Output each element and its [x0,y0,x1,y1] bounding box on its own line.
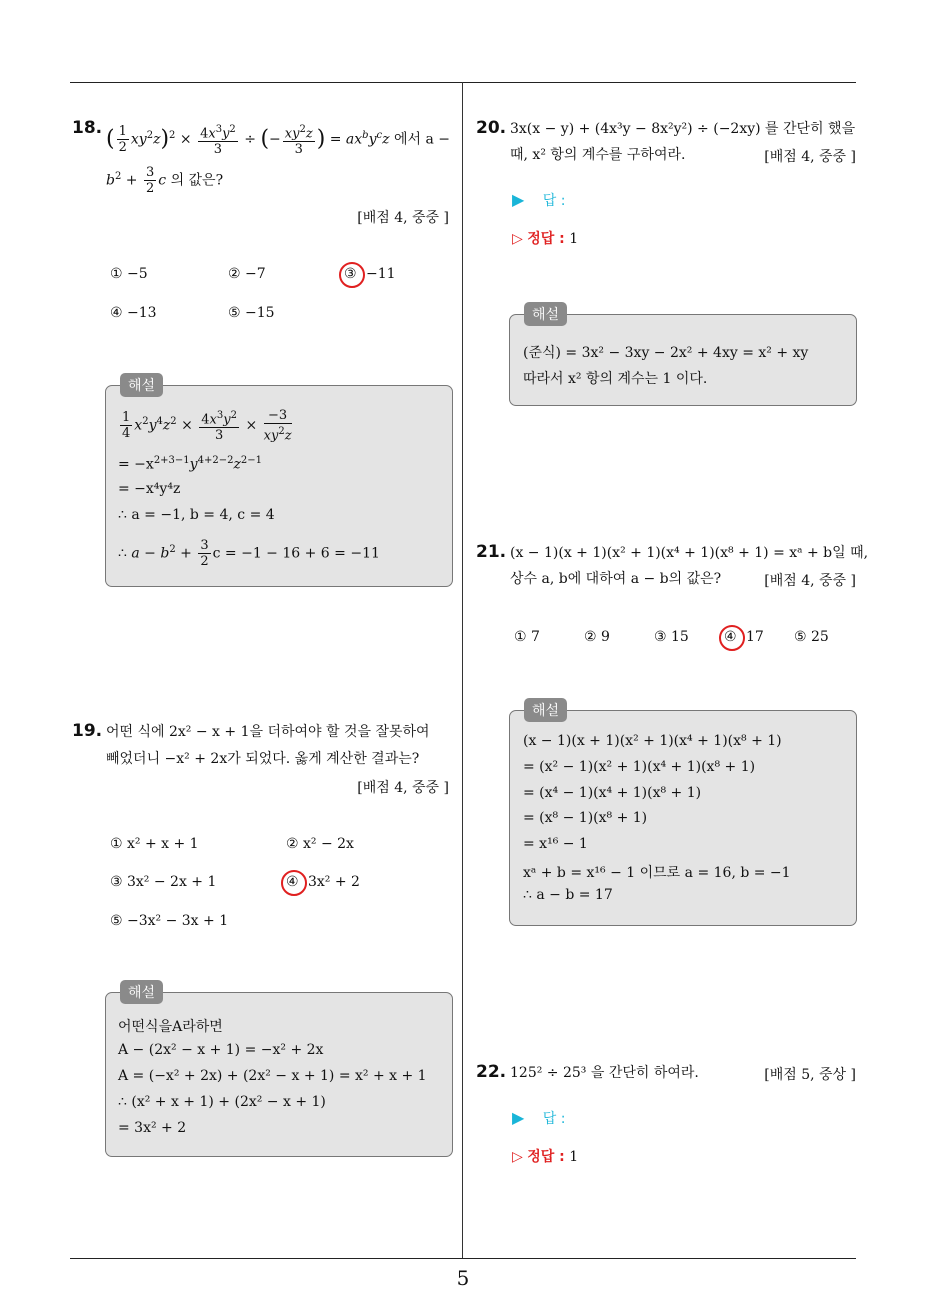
choice-2[interactable]: ② 9 [584,629,610,645]
solution-line: = $-x^{2+3-1}y^{4+2-2}z^{2-1}$ [118,455,262,473]
column-separator [462,82,463,1258]
solution-line: = −x⁴y⁴z [118,481,181,497]
solution-line: = (x² − 1)(x² + 1)(x⁴ + 1)(x⁸ + 1) [523,759,756,775]
question-text: (x − 1)(x + 1)(x² + 1)(x⁴ + 1)(x⁸ + 1) = xᵃ + b일 때, [510,545,869,561]
solution-line: = (x⁸ − 1)(x⁸ + 1) [523,810,648,826]
solution-line: A = (−x² + 2x) + (2x² − x + 1) = x² + x + 1 [118,1068,427,1084]
correct-answer-row [512,1146,578,1166]
choice-4[interactable]: ④ −13 [110,305,157,321]
solution-line: ∴ a = −1, b = 4, c = 4 [118,507,275,523]
choice-3[interactable]: ③ 15 [654,629,689,645]
solution-line: ∴ a − b = 17 [523,887,613,903]
score-label: [배점 5, 중상 ] [764,1067,856,1083]
question-text: 125² ÷ 25³ 을 간단히 하여라. [510,1065,699,1081]
question-number: 20. [476,118,507,138]
question-text: 에서 a − [393,131,450,148]
choice-3-value: −11 [366,266,396,282]
question-text: 상수 a, b에 대하여 a − b의 값은? [510,571,722,587]
choice-4-marker[interactable]: ④ [724,629,737,645]
answer-row [512,1108,565,1128]
bottom-rule [70,1258,856,1259]
score-label: [배점 4, 중중 ] [357,780,449,796]
solution-tag: 해설 [524,302,567,326]
solution-line: $\frac{1}{4}$ $x^2y^4z^2$ × $\frac{4x^3y^2}{3}$ × $\frac{-3}{xy^2z}$ [122,408,292,444]
page-number: 5 [456,1266,470,1290]
choice-2[interactable]: ② x² − 2x [286,836,354,852]
choice-2[interactable]: ② −7 [228,266,266,282]
question-text: 어떤 식에 2x² − x + 1을 더하여야 할 것을 잘못하여 [106,724,430,740]
solution-line: 어떤식을A라하면 [118,1019,223,1035]
question-number: 21. [476,542,507,562]
choice-4-value: 3x² + 2 [308,874,360,890]
top-rule [70,82,856,83]
score-label: [배점 4, 중중 ] [764,149,856,165]
solution-line: = (x⁴ − 1)(x⁴ + 1)(x⁸ + 1) [523,785,702,801]
question-expression-2: $b^2$ + $\frac{3}{2}$ c 의 값은? [106,165,224,197]
score-label: [배점 4, 중중 ] [357,210,449,226]
correct-value: 1 [569,1149,579,1165]
solution-tag: 해설 [524,698,567,722]
solution-tag: 해설 [120,373,163,397]
solution-line: ∴ $a - b^2$ + $\frac{3}{2}$ c = −1 − 16 + 6 = −11 [118,538,380,569]
choice-5[interactable]: ⑤ 25 [794,629,829,645]
solution-line: ∴ (x² + x + 1) + (2x² − x + 1) [118,1094,326,1110]
solution-line: A − (2x² − x + 1) = −x² + 2x [118,1042,324,1058]
choice-1[interactable]: ① 7 [514,629,540,645]
choice-5[interactable]: ⑤ −3x² − 3x + 1 [110,913,229,929]
question-text: 의 값은? [170,172,224,189]
play-triangle-icon: ▶ [512,1108,525,1127]
solution-line: xᵃ + b = x¹⁶ − 1 이므로 a = 16, b = −1 [523,865,791,881]
question-expression: ( $\frac{1}{2}$ $xy^2z)^2$ × $\frac{4x^3y^2}{3}$ ÷ (− $\frac{xy^2z}{3}$ ) = $ax^by^cz$ 에서 a − [106,124,450,158]
correct-label: 정답 : [527,1149,565,1165]
solution-tag: 해설 [120,980,163,1004]
answer-label: 답 : [542,1111,566,1127]
score-label: [배점 4, 중중 ] [764,573,856,589]
solution-line: = x¹⁶ − 1 [523,836,588,852]
answer-row [512,190,565,210]
question-number: 18. [72,118,103,138]
choice-4-marker[interactable]: ④ [286,874,299,890]
solution-line: = 3x² + 2 [118,1120,187,1136]
question-text: 3x(x − y) + (4x³y − 8x²y²) ÷ (−2xy) 를 간단히 했을 [510,121,856,137]
answer-label: 답 : [542,193,566,209]
correct-value: 1 [569,231,579,247]
correct-label: 정답 : [527,231,565,247]
choice-4-value: 17 [746,629,764,645]
solution-line: 따라서 x² 항의 계수는 1 이다. [523,371,708,387]
outline-triangle-icon: ▷ [512,231,523,247]
question-number: 22. [476,1062,507,1082]
choice-1[interactable]: ① −5 [110,266,148,282]
choice-1[interactable]: ① x² + x + 1 [110,836,199,852]
solution-line: (x − 1)(x + 1)(x² + 1)(x⁴ + 1)(x⁸ + 1) [523,733,782,749]
choice-3[interactable]: ③ 3x² − 2x + 1 [110,874,217,890]
solution-line: (준식) = 3x² − 3xy − 2x² + 4xy = x² + xy [523,345,809,361]
play-triangle-icon: ▶ [512,190,525,209]
question-text: 빼었더니 −x² + 2x가 되었다. 옳게 계산한 결과는? [106,751,420,767]
question-number: 19. [72,721,103,741]
outline-triangle-icon: ▷ [512,1149,523,1165]
choice-3-marker[interactable]: ③ [344,266,357,282]
question-text: 때, x² 항의 계수를 구하여라. [510,147,686,163]
choice-5[interactable]: ⑤ −15 [228,305,275,321]
correct-answer-row [512,228,578,248]
